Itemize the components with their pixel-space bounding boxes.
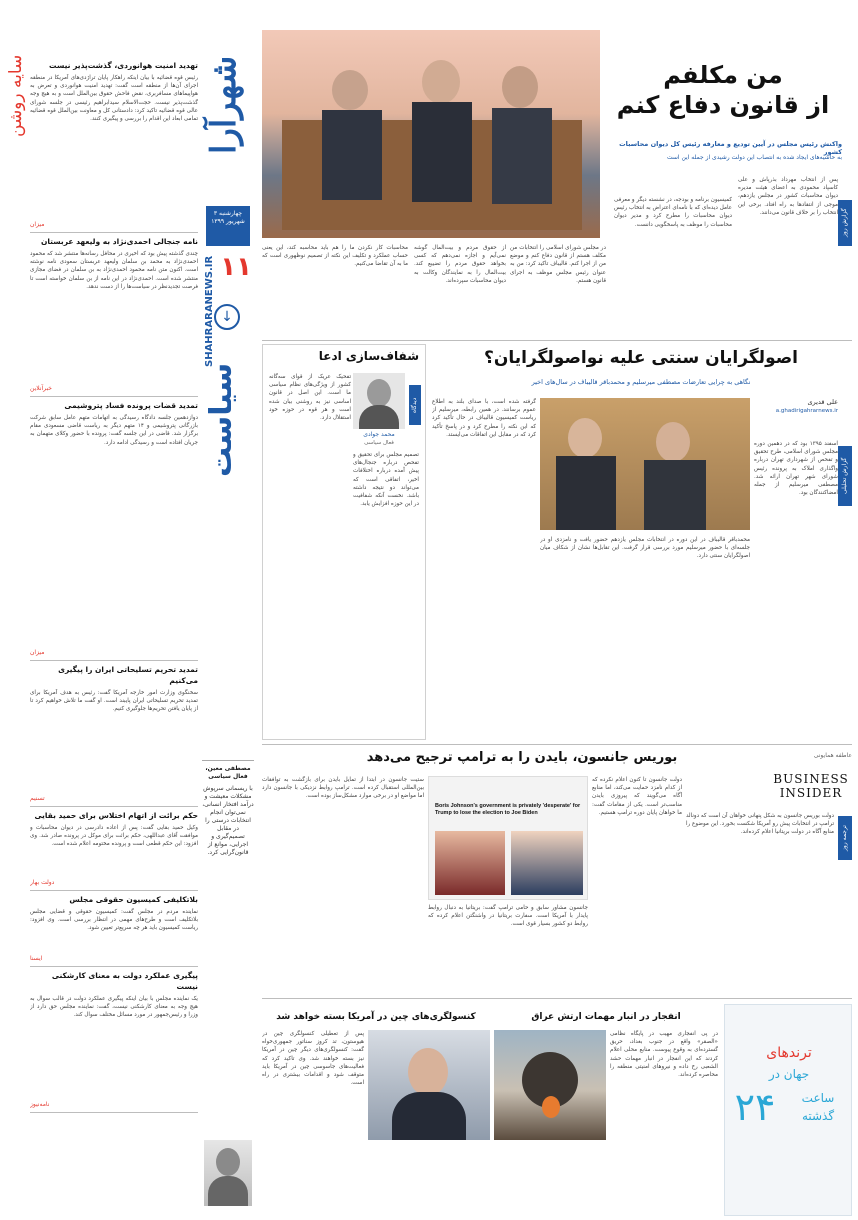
consuls-photo <box>368 1030 490 1140</box>
left-news-title: تهدید امنیت هوانوردی، گذشت‌پذیر نیست <box>49 61 198 70</box>
left-news-item <box>30 894 198 964</box>
opinion-tag: دیدگاه <box>409 385 421 425</box>
left-news-item <box>30 236 198 394</box>
left-news-body: سخنگوی وزارت امور خارجه آمریکا گفت: رئیس به هدف آمریکا برای تمدید تحریم تسلیحاتی ایران پایبند است. او گفت ما تلاش خواهیم کرد تا از پایان یافتن تحریم‌ها جلوگیری کنیم. <box>30 690 198 713</box>
principle-col-1: اسفند ۱۳۹۵ بود که در دهمین دوره مجلس شورای اسلامی، طرح تحقیق و تفحص از شهرداری تهران درباره واگذاری املاک به پرونده رئیس شورای شهر تهران ارائه شد. مصطفی میرسلیم از جمله امضاکنندگان بود. <box>754 441 838 497</box>
page-number: ۱۱ <box>220 252 252 282</box>
opinion-col-1: تصمیم مجلس برای تحقیق و تفحص درباره جنجال‌های پیش آمده درباره اختلافات اخیر، اتفاقی است که می‌تواند دو نتیجه داشته باشد. نخست آنکه شفافیت در این حوزه افزایش یابد. <box>353 452 419 508</box>
left-news-source: ایسنا <box>30 955 43 962</box>
logo-line1: BUSINESS <box>773 772 849 786</box>
quote-author-photo <box>204 1140 252 1206</box>
lead-col-4: از حقوق مردم و بیت‌المال گوشه نمی‌آیم و اجازه نمی‌دهم که کسی بخواهد حقوق مردم را تضییع کند. بیت‌المال را به نمایندگان وکالت به دیوان محاسبات سپرده‌اند. <box>414 245 506 284</box>
boris-col-3: جانسون مشاور سابق و حامی ترامپ گفت: بریتانیا به دنبال روابط پایدار با آمریکا است. سفارت بریتانیا در واشنگتن اعلام کرده که روابط دو کشور بسیار قوی است. <box>428 905 588 928</box>
left-news-body: دوازدهمین جلسه دادگاه رسیدگی به اتهامات متهم عامل سابق شرکت بازرگانی پتروشیمی و ۱۴ متهم دیگر به ریاست قاضی مسعودی مقام برگزار شد. قاضی در این جلسه گفت: پرونده با حضور وکلای متهمان به جریان افتاده است و رسیدگی ادامه دارد. <box>30 415 198 446</box>
boris-col-4: ستیت جانسون در ابتدا از تمایل بایدن برای بازگشت به توافقات بین‌المللی استقبال کرده است. ترامپ روابط نزدیکی با جانسون دارد اما مواضع او در برخی موارد مشکل‌ساز بوده است. <box>262 777 424 800</box>
left-news-body: یک نماینده مجلس با بیان اینکه پیگیری عملکرد دولت در قالب سوال به هیچ وجه به معنای کارشکنی نیست، گفت: نماینده مجلس حق دارد از وزرا و رئیس‌جمهور در مورد مسائل مختلف سوال کند. <box>30 996 198 1019</box>
left-news-divider <box>30 966 198 967</box>
principle-author: علی قدیری <box>807 398 838 406</box>
business-insider-logo <box>770 772 852 812</box>
left-news-item <box>30 970 198 1110</box>
lead-section-badge: گزارش روز <box>838 200 852 246</box>
quote-author: مصطفی معین، فعال سیاسی <box>205 765 251 780</box>
left-news-item <box>30 60 198 230</box>
boris-badge: ترجمه روز <box>838 816 852 860</box>
left-news-divider <box>30 232 198 233</box>
left-news-source: خبرآنلاین <box>30 385 52 392</box>
consuls-body: پس از تعطیلی کنسولگری چین در هیوستون، تد کروز سناتور جمهوری‌خواه گفت: کنسولگری‌های دیگر چین در آمریکا نیز بسته خواهند شد. وی تاکید کرد که فعالیت‌های جاسوسی چین در آمریکا باید متوقف شود و اقدامات بیشتری در راه است. <box>262 1031 364 1087</box>
left-news-source: دولت بهار <box>30 879 55 886</box>
boris-col-1: دولت بوریس جانسون به شکل پنهانی خواهان آن است که دونالد ترامپ در انتخابات پیش رو آمریکا شکست بخورد. این موضوع را منابع آگاه در دولت بریتانیا اعلام کرده‌اند. <box>686 813 834 836</box>
trends-unit: ساعت <box>801 1091 835 1105</box>
boris-author: عاطفه همایونی <box>813 752 852 759</box>
explosion-photo <box>494 1030 606 1140</box>
lead-col-2: کمیسیون برنامه و بودجه، در نشسته دیگر و معرفی عامل دیده‌ای که با نامه‌ای اعتراض به انتخاب رئیس دیوان محاسبات را مطرح کرد و مدیر دیوان محاسبات را موظف به پاسخگویی دانست. <box>614 197 732 228</box>
masthead <box>200 30 256 856</box>
opinion-box <box>262 344 426 740</box>
left-news-title: حکم برائت از اتهام اختلاس برای حمید بقایی <box>34 811 198 820</box>
boris-article-headline: Boris Johnson's government is privately 'desperate' for Trump to lose the election to Joe Biden <box>435 803 581 816</box>
left-news-source: میزان <box>30 221 45 228</box>
left-news-stack <box>30 60 198 1220</box>
left-news-item <box>30 400 198 658</box>
principle-col-2: محمدباقر قالیباف در این دوره در انتخابات مجلس یازدهم حضور یافت و نامزدی او در جلسه‌ای با حضور میرسلیم مورد بررسی قرار گرفت. این تقابل‌ها نشان از شکاف میان اصولگرایان سنتی دارد. <box>540 537 750 560</box>
issue-date: چهارشنبه ۳ شهریور ۱۳۹۹ <box>206 206 250 246</box>
opinion-author-photo <box>353 373 405 429</box>
opinion-author-role: فعال سیاسی <box>364 440 394 446</box>
left-news-title: نامه جنجالی احمدی‌نژاد به ولیعهد عربستان <box>40 237 198 246</box>
principle-badge: گزارش تحلیلی <box>838 446 852 506</box>
left-news-title: تمدید تحریم تسلیحاتی ایران را پیگیری می‌کنیم <box>58 665 198 685</box>
divider-bottom <box>262 998 852 999</box>
explosion-body-extra <box>494 1144 606 1210</box>
principle-author-box <box>754 398 838 434</box>
trends-number: ۲۴ <box>734 1085 776 1129</box>
left-news-title: تمدید قضات پرونده فساد پتروشیمی <box>64 401 198 410</box>
left-news-item <box>30 810 198 888</box>
divider-lead <box>262 340 852 341</box>
lead-photo <box>262 30 600 238</box>
boris-photo <box>428 776 588 900</box>
opinion-author: محمد جوادی <box>363 431 395 438</box>
lead-kicker: واکنش رئیس مجلس در آیین تودیع و معارفه رئیس کل دیوان محاسبات کشور <box>619 140 842 156</box>
newspaper-logo: شهرآرا <box>204 30 252 180</box>
lead-title-line1: من مکلفم <box>663 61 783 89</box>
left-news-item <box>30 664 198 804</box>
trends-label: ترندهای <box>766 1045 812 1061</box>
principle-email[interactable]: a.ghadirigahrarnews.ir <box>775 408 838 414</box>
divider-boris <box>262 744 852 745</box>
boris-title: بوریس جانسون، بایدن را به ترامپ ترجیح می‌دهد <box>366 750 678 765</box>
left-news-body: رئیس قوه قضائیه با بیان اینکه راهکار پایان تراژدی‌های آمریکا در منطقه اجرای آن‌ها از منطقه است گفت: تهدید امنیت هوانوردی و تعرض به هواپیماهای مسافربری، نقض فاحش حقوق بین‌الملل است و به هیچ وجه گذشت‌پذیر نیست. حجت‌الاسلام سیدابراهیم رئیسی در جلسه شورای عالی قوه قضائیه تاکید کرد: دادستانی کل و معاونت بین‌الملل قوه قضائیه تمامی ابعاد این اقدام را بررسی و پیگیری کنند. <box>30 75 198 123</box>
left-news-body: وکیل حمید بقایی گفت: پس از اعاده دادرسی در دیوان محاسبات و موافقت آقای عبداللهی، حکم برائت برای موکل در پرونده صادر شد. وی افزود: این حکم قطعی است و پرونده مختومه اعلام شده است. <box>30 825 198 848</box>
arrow-down-icon: ↓ <box>214 304 240 330</box>
quote-box <box>202 760 254 990</box>
left-news-body: نماینده مردم در مجلس گفت: کمیسیون حقوقی و قضایی مجلس بلاتکلیف است و طرح‌های مهمی در انتظار بررسی است. وی افزود: ریاست کمیسیون باید هر چه سریع‌تر تعیین شود. <box>30 909 198 932</box>
trends-label2: جهان در <box>768 1067 810 1081</box>
lead-title-line2: از قانون دفاع کنم <box>616 91 830 119</box>
opinion-col-2: تفحیک عریک از قوای سه‌گانه کشور از ویژگی‌های نظام سیاسی ما است. این اصل در قانون اساسی نیز به روشنی بیان شده است و هر قوه در حوزه خود استقلال دارد. <box>269 374 351 422</box>
trends-unit2: گذشته <box>801 1109 835 1123</box>
left-news-divider <box>30 890 198 891</box>
lead-subtitle: به حاشیه‌های ایجاد شده به انتصاب این دولت رشیدی از جمله این است <box>666 154 842 161</box>
opinion-title: شفاف‌سازی ادعا <box>318 349 419 363</box>
lead-col-1: پس از انتخاب مهرداد بذرپاش و علی کاسپاد محمودی به اعضای هیئت مدیره دیوان محاسبات کشور در مجلس یازدهم، موجی از انتقادها به راه افتاد. برخی این انتخاب را بر خلاف قانون می‌دانند. <box>738 177 838 216</box>
quote-text: با ریسمانی سرپوش مشکلات معیشت و درآمد افتخار انسانی، نمی‌توان انجام انتخابات درستی را در مقابل تصمیم‌گیری و اجرایی، موانع از قانون‌گرایی کرد. <box>202 785 254 856</box>
principle-photo <box>540 398 750 530</box>
left-news-source: تسنیم <box>30 795 45 802</box>
principle-subtitle: نگاهی به چرایی تعارضات مصطفی میرسلیم و محمدباقر قالیباف در سال‌های اخیر <box>531 378 751 386</box>
left-news-divider <box>30 1112 198 1113</box>
principle-title: اصولگرایان سنتی علیه نواصولگرایان؟ <box>484 348 798 368</box>
left-news-divider <box>30 806 198 807</box>
lead-col-3: در مجلس شورای اسلامی را انتخابات من مکلف هستم از قانون دفاع کنم و موضع من از اجرا کنم. قالیباف تاکید کرد: من به عنوان رئیس مجلس موظف به اجرای قانون هستم. <box>510 245 606 284</box>
left-news-title: بلاتکلیفی کمیسیون حقوقی مجلس <box>69 895 198 904</box>
boris-col-2: دولت جانسون تا کنون اعلام نکرده که از کدام نامزد حمایت می‌کند، اما منابع آگاه می‌گویند که پیروزی بایدن مناسب‌تر است. یکی از مقامات گفت: ما خواهان پایان دوره ترامپ هستیم. <box>592 777 682 816</box>
vertical-section-label: سایه روشن <box>6 54 26 137</box>
explosion-title: انفجار در انبار مهمات ارتش عراق <box>531 1012 681 1022</box>
website-url[interactable]: SHAHRARANEWS.IR <box>204 255 215 367</box>
left-news-title: پیگیری عملکرد دولت به معنای کارشکنی نیست <box>51 971 198 991</box>
consuls-title: کنسولگری‌های چین در آمریکا بسته خواهد شد <box>276 1012 476 1022</box>
left-news-source: میزان <box>30 649 45 656</box>
left-news-source: نامه‌نیوز <box>30 1101 50 1108</box>
left-news-body: چندی گذشته پیش بود که اخیری در محافل رسانه‌ها منتشر شد که محمود احمدی‌نژاد به محمد بن سلمان ولیعهد عربستان سعودی نامه نوشته است. اکنون متن نامه محمود احمدی‌نژاد به بن سلمان در فضای مجازی منتشر شده است. احمدی‌نژاد در این نامه از بن سلمان خواسته است تا فرصت تجدیدنظر در سیاست‌ها را از دست ندهد. <box>30 251 198 290</box>
explosion-body: در پی انفجاری مهیب در پایگاه نظامی «الصقر» واقع در جنوب بغداد، حریق گسترده‌ای به وقوع پیوست. منابع محلی اعلام کردند که این انفجار در انبار مهمات حشد الشعبی رخ داده و نیروهای امنیتی منطقه را محاصره کرده‌اند. <box>610 1031 718 1079</box>
logo-line2: INSIDER <box>779 786 843 800</box>
section-title: سیاست <box>204 362 239 478</box>
left-news-divider <box>30 660 198 661</box>
left-news-divider <box>30 396 198 397</box>
principle-col-3: گرفته شده است، با صدای بلند به اطلاع عموم برسانند. در همین رابطه، میرسلیم از ریاست کمیسیون قالیباف در حال تأکید کرد که این نکته را مطرح کرد و در پاسخ تأکید کرد که در مقابل این اتفاقات می‌ایستد. <box>432 399 536 438</box>
lead-col-5: محاسبات کار نکردن ما را هم باید محاسبه کند، این یعنی حساب عملکرد و تکلیف این نکته از تصمیم نوظهوری است که ما به آن تقاضا می‌کنیم. <box>262 245 408 268</box>
trends-box <box>724 1004 852 1216</box>
